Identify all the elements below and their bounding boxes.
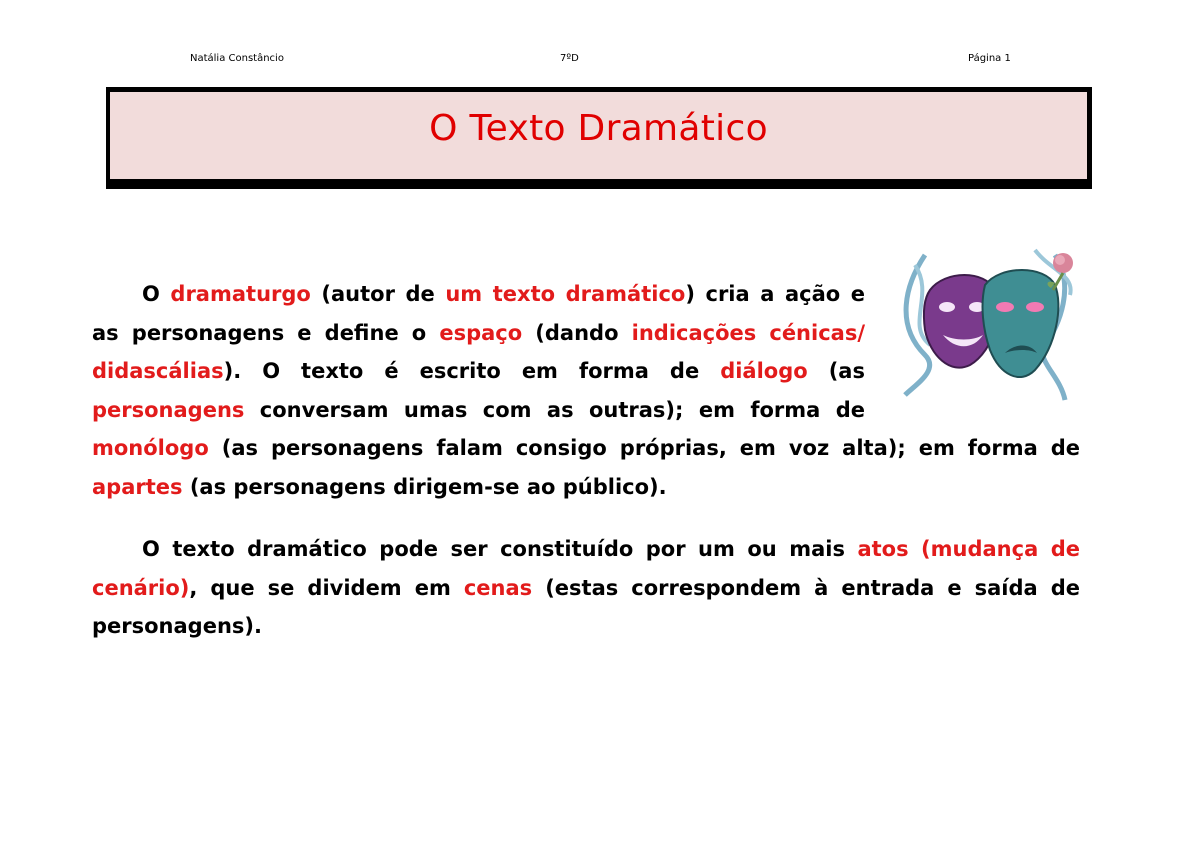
keyword-dialogo: diálogo	[720, 359, 808, 383]
title-box	[106, 87, 1092, 184]
header-class: 7ºD	[560, 53, 579, 64]
keyword-monologo: monólogo	[92, 436, 209, 460]
keyword-indicacoes-cenicas: indicações cénicas/ didascálias	[92, 320, 865, 383]
keyword-personagens: personagens	[92, 397, 245, 422]
keyword-cenas: cenas	[463, 575, 533, 600]
keyword-texto-dramatico: um texto dramático	[445, 282, 686, 306]
header-author: Natália Constâncio	[190, 53, 284, 64]
paragraph-atos-cenas: O texto dramático pode ser constituído por um ou mais atos (mudança de cenário), que se dividem em cenas (estas correspondem à entrada e saída de personagens).	[92, 537, 1080, 638]
keyword-dramaturgo: dramaturgo	[170, 282, 311, 306]
theatre-masks-icon	[885, 235, 1090, 407]
page-title: O Texto Dramático	[429, 108, 768, 149]
keyword-espaco: espaço	[439, 320, 523, 345]
paragraph-dramaturgo: O dramaturgo (autor de um texto dramático) cria a ação e as personagens e define o espaço (dando indicações cénicas/ didascálias). O texto é escrito em forma de diálogo (as personagens conversam umas com as outras); em forma de monólogo (as personagens falam consigo próprias, em voz alta); em forma de apartes (as personagens dirigem-se ao público).	[92, 275, 1080, 506]
keyword-atos: atos (mudança de cenário)	[92, 537, 1080, 600]
keyword-apartes: apartes	[92, 474, 183, 499]
header-page-number: Página 1	[968, 53, 1011, 64]
